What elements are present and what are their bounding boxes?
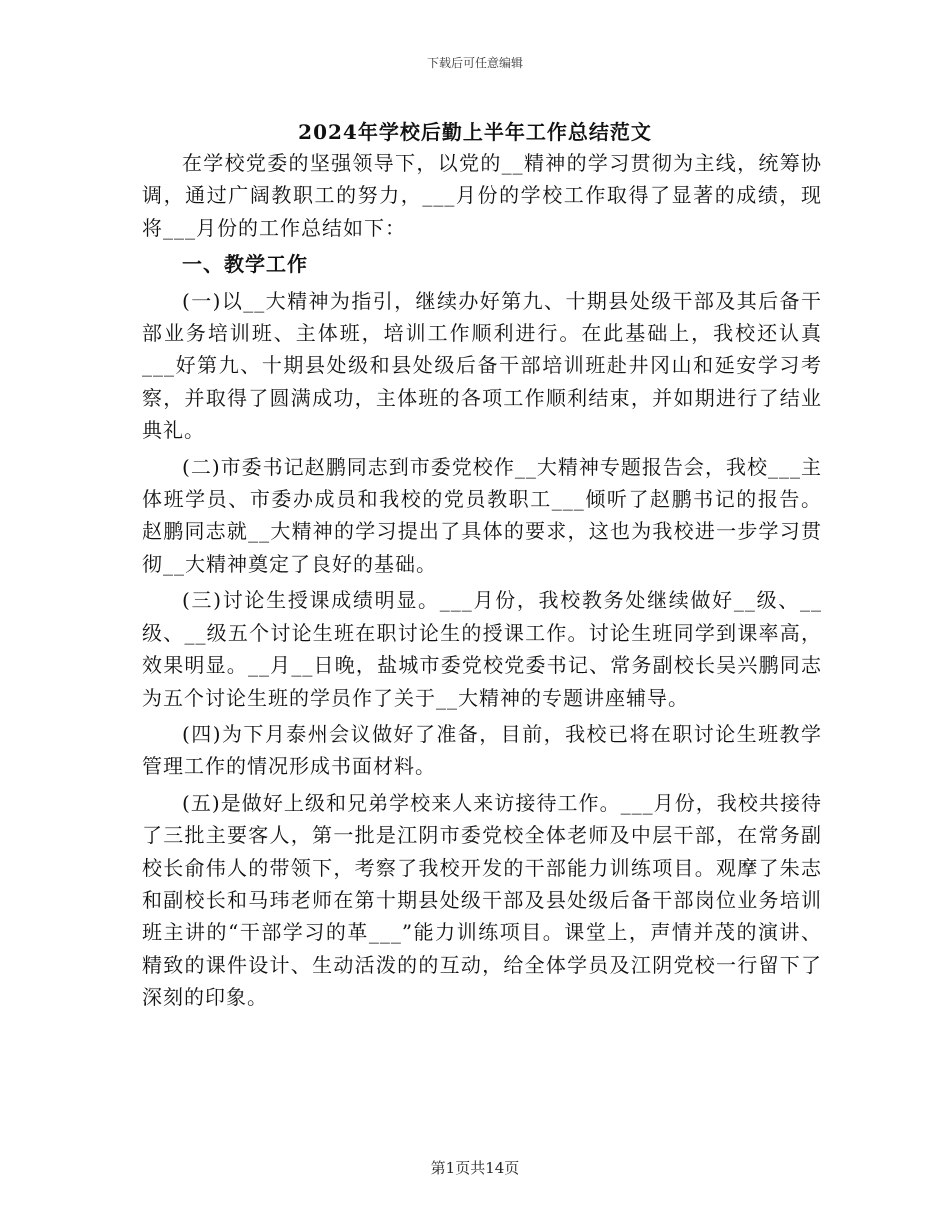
- paragraph-intro: 在学校党委的坚强领导下，以党的__精神的学习贯彻为主线，统筹协调，通过广阔教职工的努力，___月份的学校工作取得了显著的成绩，现将___月份的工作总结如下：: [142, 151, 822, 240]
- paragraph-item-4: (四)为下月泰州会议做好了准备，目前，我校已将在职讨论生班教学管理工作的情况形成书面材料。: [142, 721, 822, 779]
- paragraph-item-3: (三)讨论生授课成绩明显。___月份，我校教务处继续做好__级、__级、__级五个讨论生班在职讨论生的授课工作。讨论生班同学到课率高，效果明显。__月__日晚，盐城市委党校党委书记、常务副校长吴兴鹏同志为五个讨论生班的学员作了关于__大精神的专题讲座辅导。: [142, 588, 822, 710]
- paragraph-item-5: (五)是做好上级和兄弟学校来人来访接待工作。___月份，我校共接待了三批主要客人，第一批是江阴市委党校全体老师及中层干部，在常务副校长俞伟人的带领下，考察了我校开发的干部能力训练项目。观摩了朱志和副校长和马玮老师在第十期县处级干部及县处级后备干部岗位业务培训班主讲的“干部学习的革___”能力训练项目。课堂上，声情并茂的演讲、精致的课件设计、生动活泼的的互动，给全体学员及江阴党校一行留下了深刻的印象。: [142, 790, 822, 1010]
- document-title: 2024年学校后勤上半年工作总结范文: [298, 120, 652, 144]
- header-note: 下载后可任意编辑: [426, 56, 523, 70]
- document-body: [142, 147, 822, 1014]
- paragraph-item-2: (二)市委书记赵鹏同志到市委党校作__大精神专题报告会，我校___主体班学员、市委办成员和我校的党员教职工___倾听了赵鹏书记的报告。赵鹏同志就__大精神的学习提出了具体的要求，这也为我校进一步学习贯彻__大精神奠定了良好的基础。: [142, 454, 822, 576]
- page-number: 第1页共14页: [430, 1159, 520, 1177]
- paragraph-item-1: (一)以__大精神为指引，继续办好第九、十期县处级干部及其后备干部业务培训班、主体班，培训工作顺利进行。在此基础上，我校还认真___好第九、十期县处级和县处级后备干部培训班赴井冈山和延安学习考察，并取得了圆满成功，主体班的各项工作顺利结束，并如期进行了结业典礼。: [142, 288, 822, 443]
- section-heading-teaching: 一、教学工作: [182, 252, 308, 277]
